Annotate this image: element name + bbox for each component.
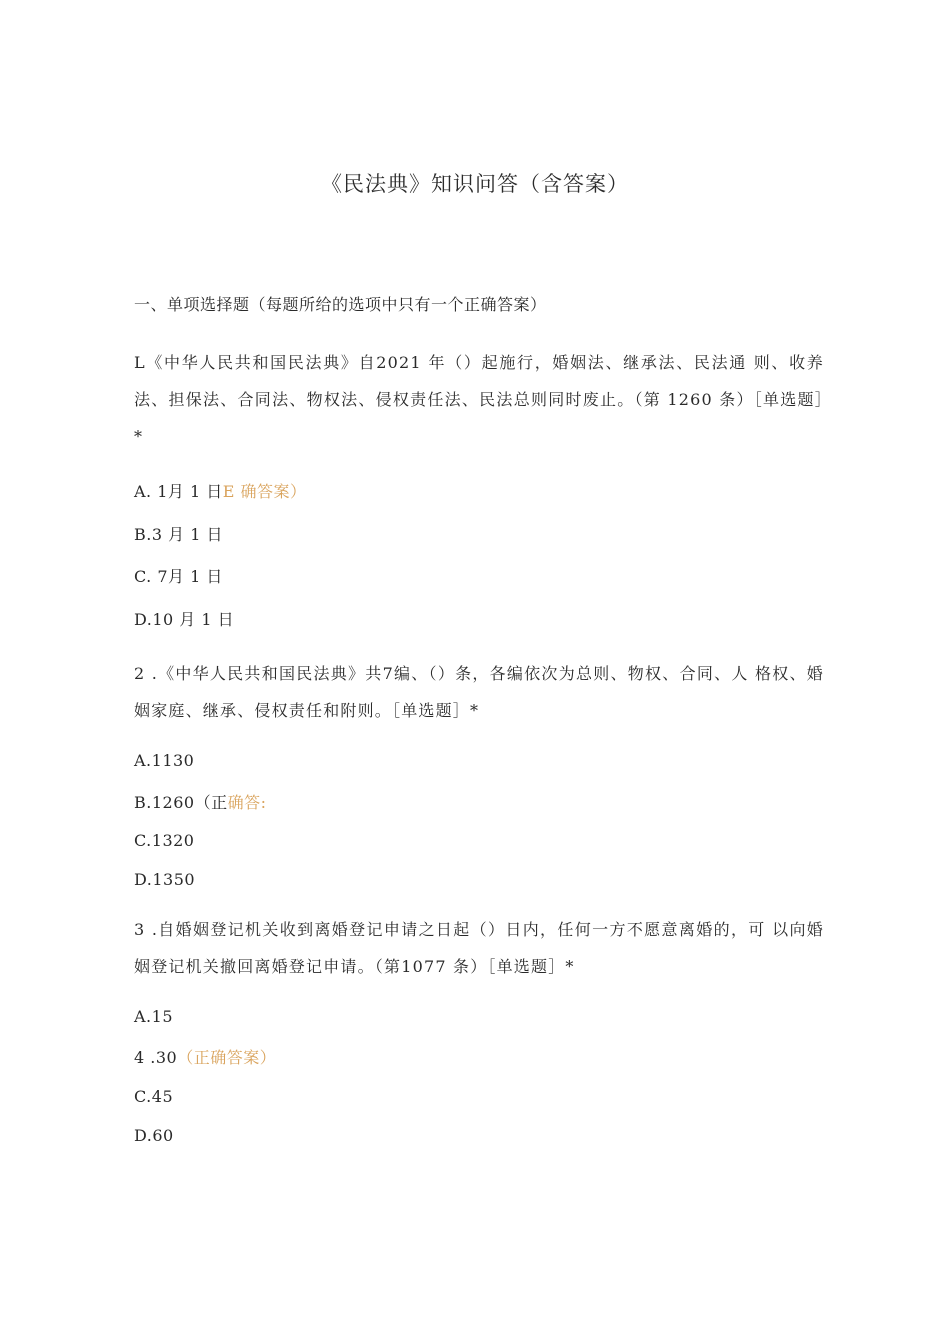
option-text: D.60 [134, 1126, 174, 1145]
document-title: 《民法典》知识问答（含答案） [321, 172, 629, 196]
question-3-option-d [134, 1126, 174, 1145]
section-heading: 一、单项选择题（每题所给的选项中只有一个正确答案） [134, 295, 547, 314]
question-1-option-d [134, 607, 234, 630]
question-3-option-a [134, 1007, 173, 1026]
option-text: 4 .30 [134, 1048, 178, 1067]
question-3-option-c [134, 1087, 173, 1106]
question-1-option-a [134, 479, 307, 502]
option-text: C.45 [134, 1087, 174, 1106]
option-text: C.1320 [134, 831, 195, 850]
question-3-stem: 3 .自婚姻登记机关收到离婚登记申请之日起（）日内，任何一方不愿意离婚的，可 以向婚姻登记机关撤回离婚登记申请。（第1077 条）［单选题］* [134, 920, 824, 976]
option-text: A. 1月 1 日 [134, 482, 223, 501]
correct-answer-marker: 确答: [227, 793, 267, 812]
question-3-option-b [134, 1045, 276, 1068]
correct-answer-marker: （正确答案） [177, 1048, 277, 1067]
question-1-stem: L《中华人民共和国民法典》自2021 年（）起施行，婚姻法、继承法、民法通 则、收养法、担保法、合同法、物权法、侵权责任法、民法总则同时废止。（第 1260 条）［单选题］* [134, 353, 824, 446]
question-2-stem: 2 .《中华人民共和国民法典》共7编、（）条，各编依次为总则、物权、合同、人 格权、婚姻家庭、继承、侵权责任和附则。［单选题］* [134, 664, 824, 720]
correct-answer-marker: E 确答案） [222, 482, 307, 501]
option-text: A.15 [134, 1007, 173, 1026]
option-text: B.1260（正 [134, 793, 228, 812]
question-2-option-a [134, 751, 194, 770]
question-2-option-d [134, 870, 195, 889]
option-text: C. 7月 1 日 [134, 567, 223, 586]
option-text: D.1350 [134, 870, 196, 889]
option-text: A.1130 [134, 751, 195, 770]
question-1-option-b [134, 522, 223, 545]
option-text: D.10 月 1 日 [134, 610, 235, 629]
option-text: B.3 月 1 日 [134, 525, 223, 544]
question-2-option-c [134, 831, 194, 850]
question-2-option-b [134, 790, 266, 813]
question-1-option-c [134, 564, 223, 587]
